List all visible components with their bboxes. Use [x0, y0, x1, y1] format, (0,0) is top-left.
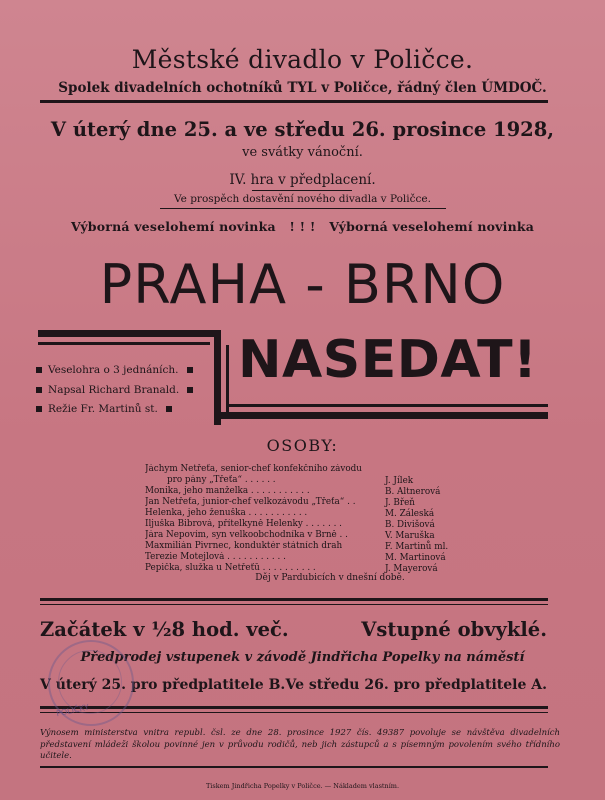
list-item: Terezie Motejlová . . . . . . . . . . .	[145, 552, 286, 562]
benefit-underline	[160, 208, 446, 209]
list-item: pro pány „Třeťa“ . . . . . .	[167, 475, 276, 485]
actor-name: M. Martinová	[385, 553, 446, 563]
theatre-name: Městské divadlo v Poličce.	[131, 45, 474, 74]
start-time: Začátek v ½8 hod. več.	[40, 618, 289, 641]
actor-name: B. Altnerová	[385, 487, 441, 497]
list-item: Pepička, služka u Netřeťů . . . . . . . . . .	[145, 563, 316, 573]
list-item: Iljuška Bibrová, přítelkyně Helenky . . . . . . .	[145, 519, 342, 529]
play-title: PRAHA - BRNO	[99, 253, 506, 316]
admission-note: Vstupné obvyklé.	[361, 618, 547, 641]
subscription-note: IV. hra v předplacení.	[229, 172, 376, 188]
society-line: Spolek divadelních ochotníků TYL v Poličce, řádný člen ÚMDOČ.	[58, 80, 547, 96]
title-frame-bottom-2	[226, 404, 548, 407]
actor-name: J. Břeň	[385, 498, 415, 508]
author-line	[36, 384, 193, 396]
actor-name: M. Záleská	[385, 509, 435, 519]
printer-credit: Tiskem Jindřicha Popelky v Poličce. — Nákladem vlastním.	[205, 782, 400, 790]
actor-name: B. Divišová	[385, 520, 435, 530]
actor-name: J. Jílek	[385, 476, 414, 486]
list-item: Maxmilián Pivrnec, konduktér státních drah	[145, 541, 343, 551]
presale-note: Předprodej vstupenek v závodě Jindřicha Popelky na náměstí	[80, 650, 525, 665]
footer-divider-top	[40, 598, 548, 601]
subscriber-wednesday: Ve středu 26. pro předplatitele A.	[285, 677, 547, 693]
list-item: Monika, jeho manželka . . . . . . . . . . .	[145, 486, 310, 496]
novelty-line: Výborná veselohemí novinka ! ! ! Výborná veselohemí novinka	[70, 219, 535, 234]
cast-heading: OSOBY:	[266, 436, 339, 455]
decree-divider	[40, 766, 548, 768]
bullet-square-icon	[36, 406, 42, 412]
genre-text: Veselohra o 3 jednáních.	[48, 364, 179, 376]
performance-dates: V úterý dne 25. a ve středu 26. prosince 1928,	[50, 118, 555, 141]
title-frame-top-left	[38, 330, 218, 337]
author-text: Napsal Richard Branald.	[48, 384, 180, 396]
subscription-underline	[252, 190, 352, 191]
list-item: Helenka, jeho ženuška . . . . . . . . . . .	[145, 508, 308, 518]
ministry-decree: Výnosem ministerstva vnitra republ. čsl. ze dne 28. prosince 1927 čís. 49387 povoluje se návštěva divadelních představení mládeži školou povinné jen v průvodu rodičů, neb jich zástupců a s písemným povolením svého třídního učitele.	[40, 728, 560, 761]
bullet-square-icon	[36, 387, 42, 393]
title-frame-top-left-2	[38, 342, 210, 345]
title-frame-vertical-outer	[214, 330, 221, 425]
play-subtitle: NASEDAT!	[238, 330, 538, 390]
footer-divider-top-2	[40, 604, 548, 605]
setting-note: Děj v Pardubicích v dnešní době.	[255, 573, 405, 583]
bullet-square-icon	[36, 367, 42, 373]
bullet-square-icon	[187, 367, 193, 373]
bullet-square-icon	[187, 387, 193, 393]
cast-actors	[385, 476, 448, 575]
benefit-note: Ve prospěch dostavění nového divadla v Poličce.	[174, 193, 431, 205]
actor-name: F. Martinů ml.	[385, 542, 449, 552]
subscriber-tuesday: V úterý 25. pro předplatitele B.	[40, 677, 286, 693]
header-divider	[40, 100, 548, 103]
actor-name: J. Mayerová	[385, 564, 438, 574]
genre-line	[36, 364, 193, 376]
holiday-note: ve svátky vánoční.	[242, 145, 363, 160]
title-frame-bottom	[214, 412, 548, 419]
list-item: Jára Nepovím, syn velkoobchodníka v Brně . .	[145, 530, 348, 540]
bullet-square-icon	[166, 406, 172, 412]
list-item: Jan Netřeťa, junior-chef velkozávodu „Třeťa“ . .	[145, 497, 356, 507]
director-text: Režie Fr. Martinů st.	[48, 403, 158, 415]
director-line	[36, 403, 172, 415]
stamp-text: POLIČKY	[55, 702, 90, 719]
list-item: Jáchym Netřeťa, senior-chef konfekčního závodu	[145, 464, 362, 474]
actor-name: V. Maruška	[385, 531, 435, 541]
